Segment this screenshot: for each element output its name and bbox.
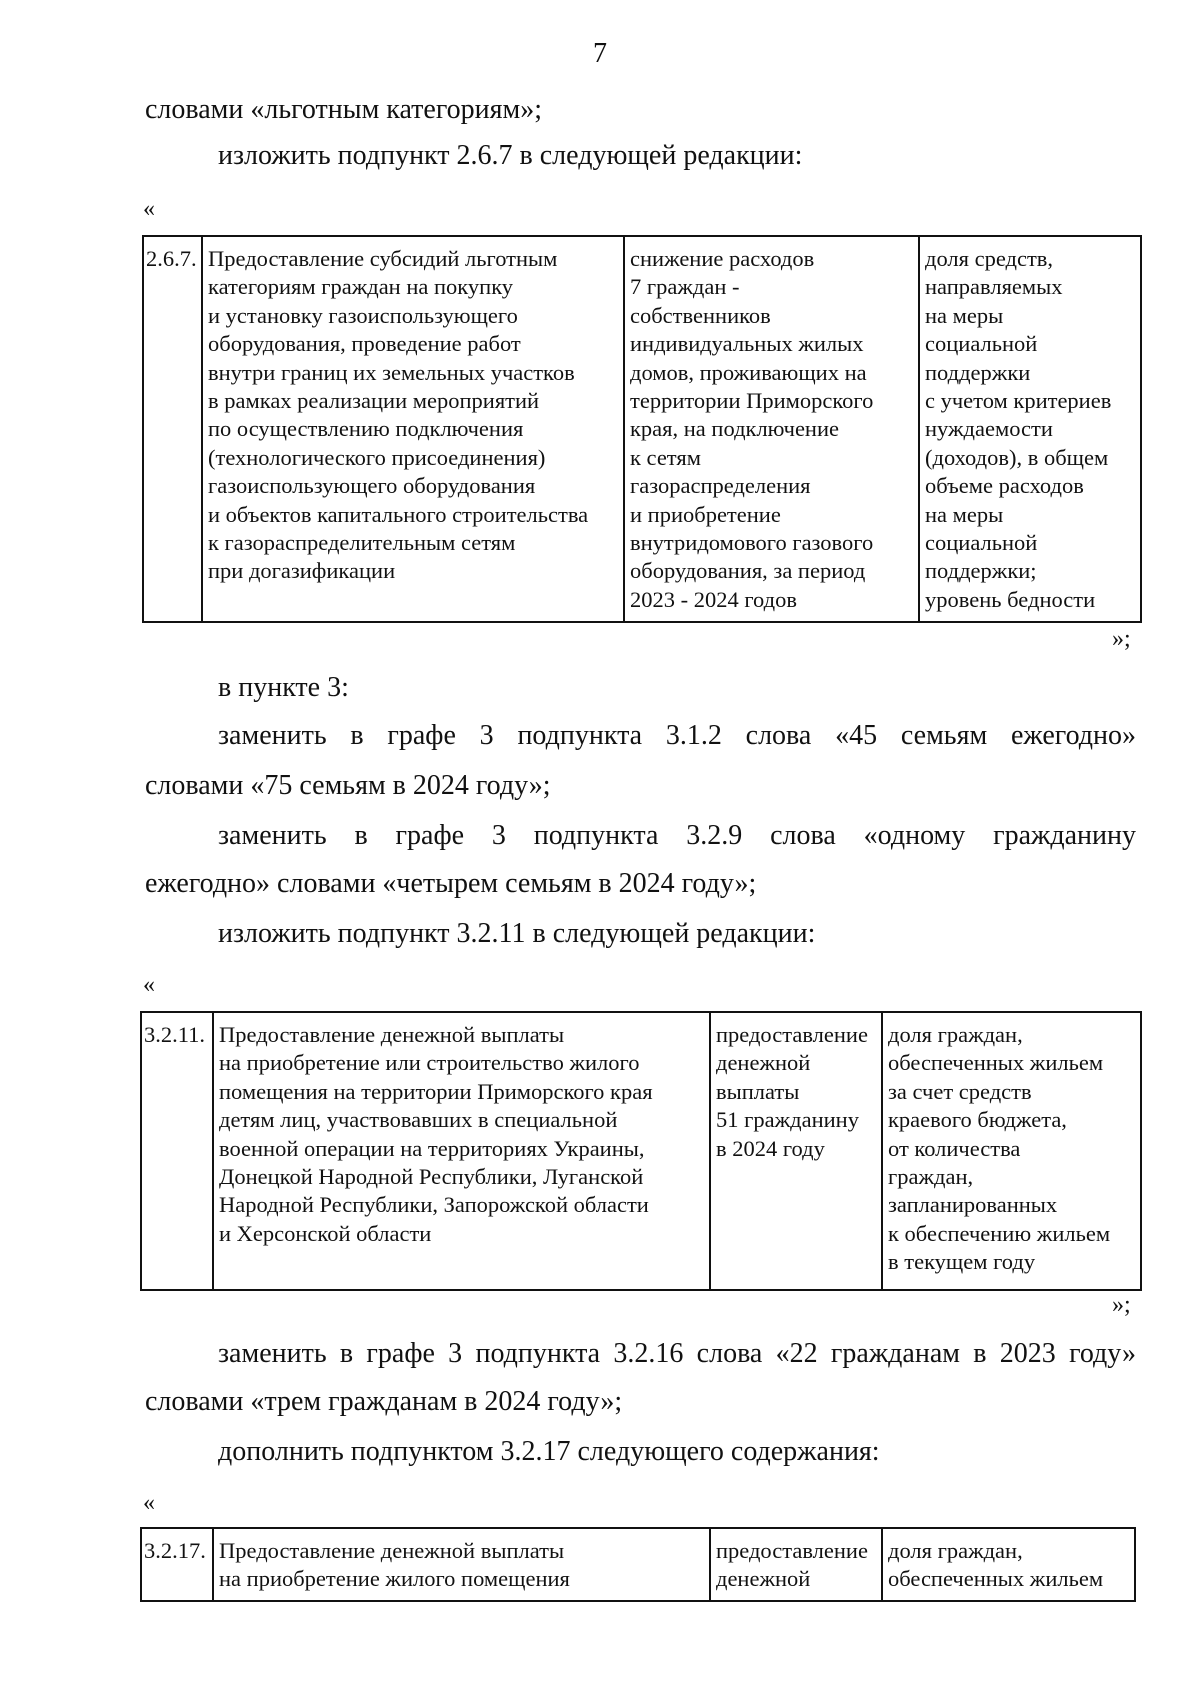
cell-line: категориям граждан на покупку: [208, 274, 514, 300]
cell-line: денежной: [716, 1050, 811, 1076]
cell-line: уровень бедности: [925, 586, 1096, 612]
subitem-measure: [202, 236, 624, 622]
table-subitem-2-6-7: [142, 235, 1142, 623]
cell-line: к газораспределительным сетям: [208, 530, 516, 556]
table-subitem-3-2-17: [140, 1527, 1136, 1602]
cell-line: граждан,: [888, 1164, 974, 1190]
paragraph-replace-3-2-9-cont: ежегодно» словами «четырем семьям в 2024 году»;: [145, 868, 757, 899]
cell-line: к сетям: [630, 444, 701, 470]
cell-line: газоиспользующего оборудования: [208, 473, 536, 499]
subitem-result: [710, 1012, 882, 1290]
cell-line: доля граждан,: [888, 1022, 1023, 1047]
cell-line: оборудования, проведение работ: [208, 331, 521, 357]
cell-line: предоставление: [716, 1022, 868, 1047]
cell-line: краевого бюджета,: [888, 1107, 1067, 1133]
table-subitem-3-2-11: [140, 1011, 1142, 1291]
cell-line: Предоставление субсидий льготным: [208, 246, 558, 271]
cell-line: внутридомового газового: [630, 530, 874, 556]
cell-line: и установку газоиспользующего: [208, 302, 518, 328]
subitem-indicator: [882, 1012, 1141, 1290]
cell-line: в текущем году: [888, 1249, 1036, 1275]
cell-line: в рамках реализации мероприятий: [208, 388, 540, 414]
open-quote: «: [143, 972, 155, 998]
cell-line: на меры: [925, 302, 1004, 328]
subitem-result: [624, 236, 919, 622]
subitem-code: 3.2.11.: [141, 1012, 213, 1290]
paragraph-add-3-2-17: дополнить подпунктом 3.2.17 следующего содержания:: [218, 1436, 880, 1467]
cell-line: денежной: [716, 1566, 811, 1592]
cell-line: социальной: [925, 530, 1038, 556]
cell-line: обеспеченных жильем: [888, 1050, 1104, 1076]
subitem-measure: [213, 1012, 710, 1290]
cell-line: домов, проживающих на: [630, 359, 867, 385]
cell-line: запланированных: [888, 1192, 1058, 1218]
paragraph-replace-3-2-9: заменить в графе 3 подпункта 3.2.9 слова «одному гражданину: [218, 820, 1136, 851]
subitem-indicator: [919, 236, 1141, 622]
cell-line: доля средств,: [925, 246, 1054, 271]
subitem-indicator: [882, 1528, 1135, 1601]
cell-line: по осуществлению подключения: [208, 416, 524, 442]
cell-line: поддержки;: [925, 558, 1037, 584]
paragraph-replace-3-1-2: заменить в графе 3 подпункта 3.1.2 слова «45 семьям ежегодно»: [218, 720, 1136, 751]
subitem-result: [710, 1528, 882, 1601]
paragraph-replace-3-2-16-cont: словами «трем гражданам в 2024 году»;: [145, 1386, 623, 1417]
cell-line: и объектов капитального строительства: [208, 501, 589, 527]
open-quote: «: [143, 1490, 155, 1516]
cell-line: Народной Республики, Запорожской области: [219, 1192, 649, 1218]
cell-line: на приобретение или строительство жилого: [219, 1050, 640, 1076]
cell-line: обеспеченных жильем: [888, 1566, 1104, 1592]
cell-line: направляемых: [925, 274, 1063, 300]
cell-line: выплаты: [716, 1078, 800, 1104]
cell-line: помещения на территории Приморского края: [219, 1078, 653, 1104]
cell-line: оборудования, за период: [630, 558, 866, 584]
cell-line: за счет средств: [888, 1078, 1032, 1104]
cell-line: внутри границ их земельных участков: [208, 359, 575, 385]
cell-line: от количества: [888, 1135, 1021, 1161]
cell-line: 7 граждан -: [630, 274, 740, 300]
cell-line: детям лиц, участвовавших в специальной: [219, 1107, 618, 1133]
cell-line: края, на подключение: [630, 416, 839, 442]
cell-line: индивидуальных жилых: [630, 331, 864, 357]
cell-line: объеме расходов: [925, 473, 1084, 499]
cell-line: социальной: [925, 331, 1038, 357]
cell-line: Донецкой Народной Республики, Луганской: [219, 1164, 644, 1190]
close-quote: »;: [1112, 626, 1131, 652]
cell-line: собственников: [630, 302, 771, 328]
subitem-code: 2.6.7.: [143, 236, 202, 622]
paragraph-continuation: словами «льготным категориям»;: [145, 94, 542, 125]
cell-line: военной операции на территориях Украины,: [219, 1135, 645, 1161]
cell-line: поддержки: [925, 359, 1031, 385]
cell-line: Предоставление денежной выплаты: [219, 1022, 565, 1047]
cell-line: территории Приморского: [630, 388, 874, 414]
cell-line: 51 гражданину: [716, 1107, 859, 1133]
paragraph-amend-2-6-7: изложить подпункт 2.6.7 в следующей редакции:: [218, 140, 803, 171]
cell-line: 2023 - 2024 годов: [630, 586, 797, 612]
cell-line: к обеспечению жильем: [888, 1220, 1111, 1246]
paragraph-amend-3-2-11: изложить подпункт 3.2.11 в следующей редакции:: [218, 918, 816, 949]
cell-line: доля граждан,: [888, 1538, 1023, 1563]
page-number: 7: [593, 38, 607, 69]
paragraph-replace-3-2-16: заменить в графе 3 подпункта 3.2.16 слова «22 гражданам в 2023 году»: [218, 1338, 1136, 1369]
cell-line: (доходов), в общем: [925, 444, 1109, 470]
close-quote: »;: [1112, 1292, 1131, 1318]
cell-line: при догазификации: [208, 558, 396, 584]
cell-line: Предоставление денежной выплаты: [219, 1538, 565, 1563]
subitem-measure: [213, 1528, 710, 1601]
cell-line: и приобретение: [630, 501, 781, 527]
cell-line: на меры: [925, 501, 1004, 527]
cell-line: с учетом критериев: [925, 388, 1112, 414]
cell-line: нуждаемости: [925, 416, 1053, 442]
cell-line: газораспределения: [630, 473, 811, 499]
open-quote: «: [143, 196, 155, 222]
cell-line: снижение расходов: [630, 246, 815, 271]
paragraph-point-3: в пункте 3:: [218, 672, 349, 703]
table-row: [141, 1528, 1135, 1601]
cell-line: (технологического присоединения): [208, 444, 546, 470]
cell-line: на приобретение жилого помещения: [219, 1566, 570, 1592]
paragraph-replace-3-1-2-cont: словами «75 семьям в 2024 году»;: [145, 770, 551, 801]
table-row: [141, 1012, 1141, 1290]
cell-line: предоставление: [716, 1538, 868, 1563]
table-row: [143, 236, 1141, 622]
subitem-code: 3.2.17.: [141, 1528, 213, 1601]
cell-line: и Херсонской области: [219, 1220, 432, 1246]
cell-line: в 2024 году: [716, 1135, 825, 1161]
